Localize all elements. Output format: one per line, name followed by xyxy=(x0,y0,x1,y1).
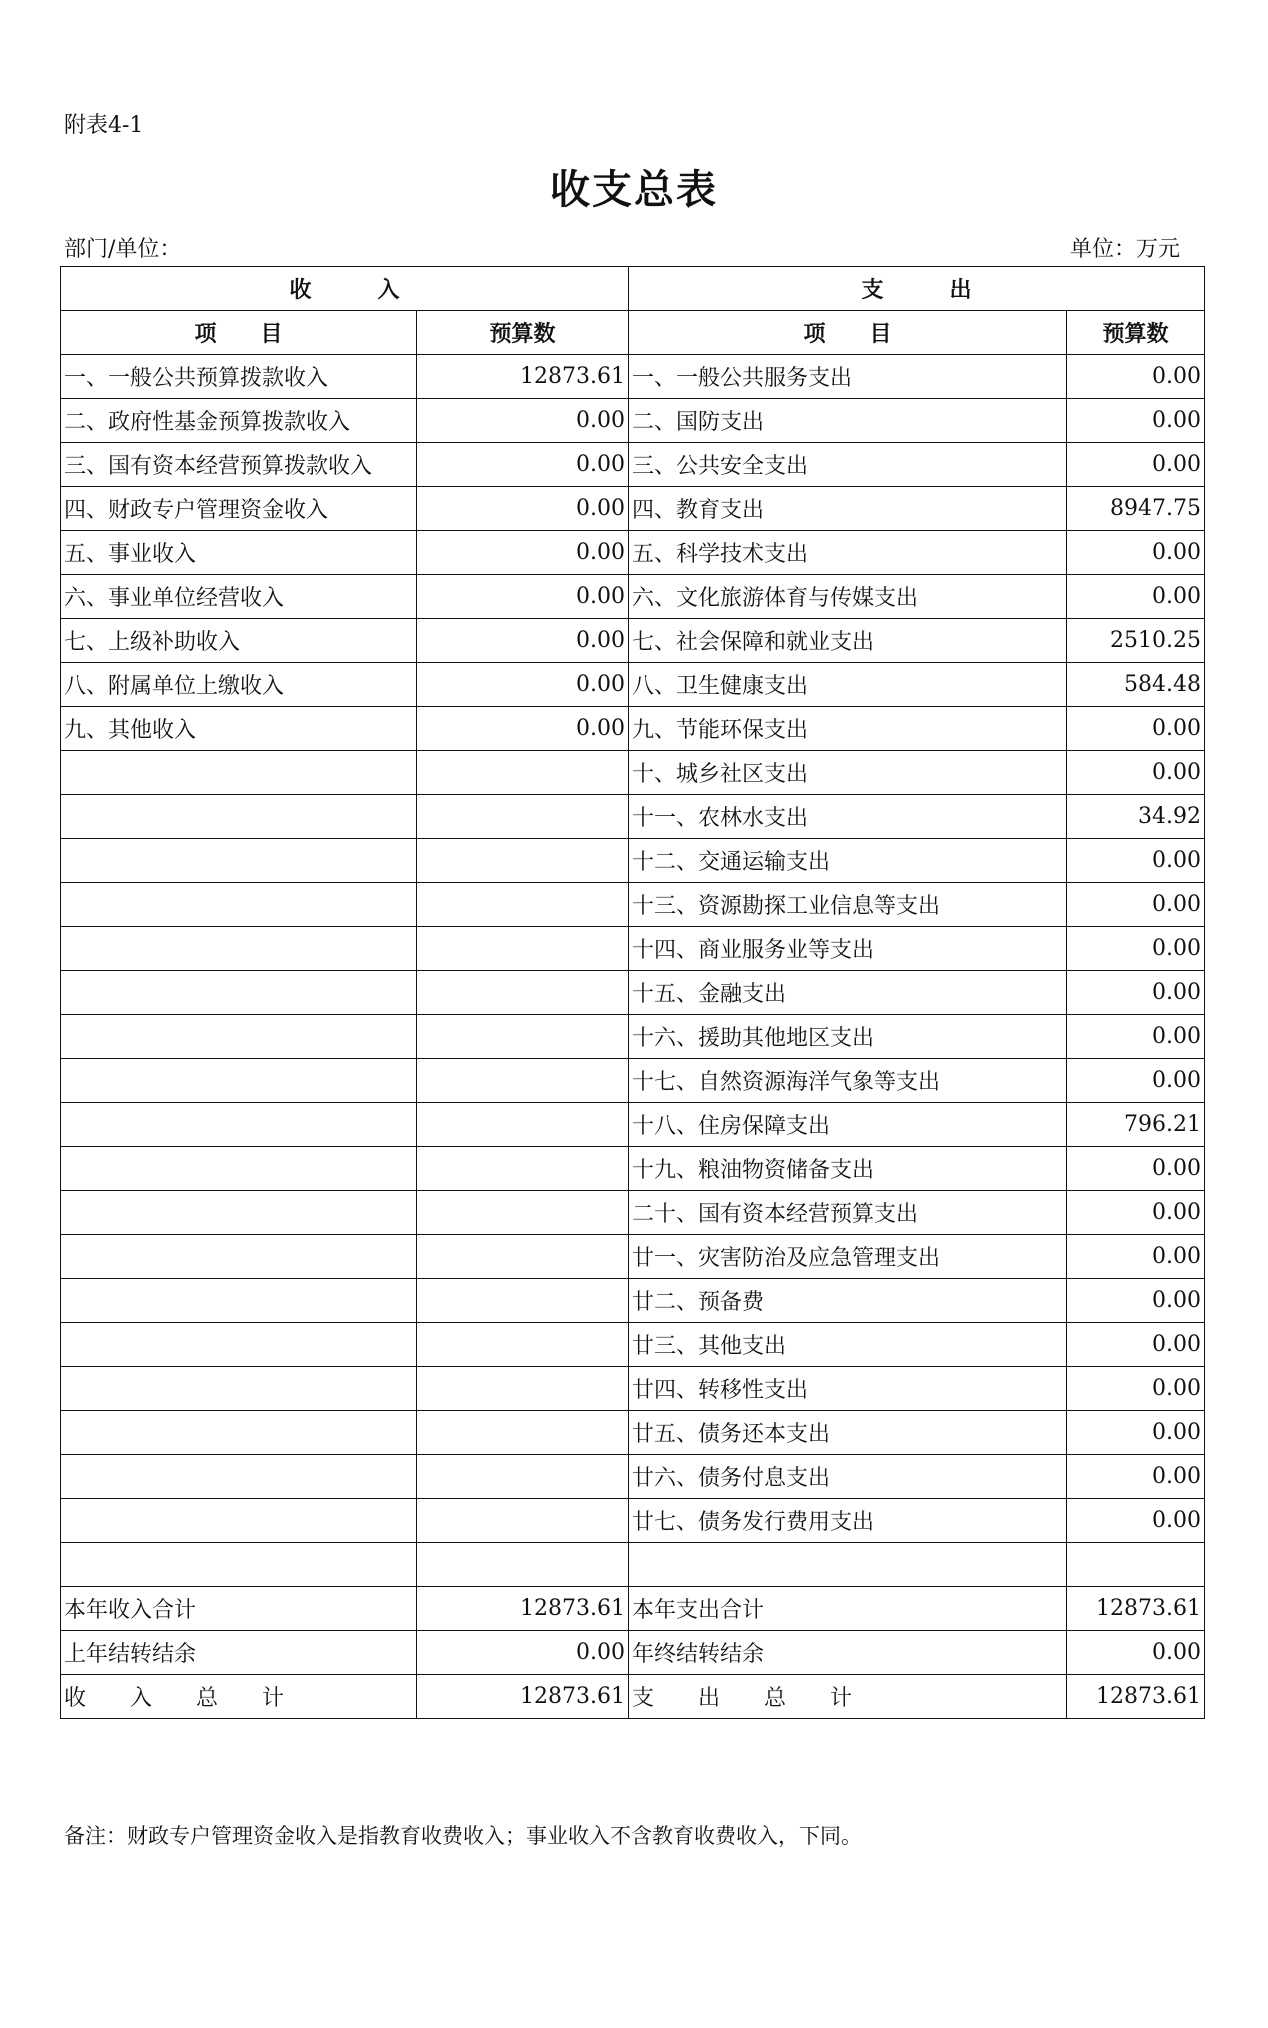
expense-value-cell: 12873.61 xyxy=(1067,1587,1205,1631)
table-row xyxy=(61,1411,1205,1455)
income-item-cell xyxy=(61,1323,417,1367)
income-item-cell: 收 入 总 计 xyxy=(61,1675,417,1719)
expense-item-cell: 十、城乡社区支出 xyxy=(629,751,1067,795)
income-item-cell: 本年收入合计 xyxy=(61,1587,417,1631)
table-row xyxy=(61,971,1205,1015)
budget-summary-table xyxy=(60,266,1205,1719)
expense-item-cell: 廿一、灾害防治及应急管理支出 xyxy=(629,1235,1067,1279)
expense-item-cell: 年终结转结余 xyxy=(629,1631,1067,1675)
table-row xyxy=(61,355,1205,399)
expense-item-cell: 一、一般公共服务支出 xyxy=(629,355,1067,399)
table-row xyxy=(61,575,1205,619)
dept-label: 部门/单位： xyxy=(64,237,182,262)
expense-value-cell: 0.00 xyxy=(1067,1323,1205,1367)
page-title: 收支总表 xyxy=(550,167,718,213)
expense-value-cell: 12873.61 xyxy=(1067,1675,1205,1719)
table-row xyxy=(61,751,1205,795)
expense-value-cell: 0.00 xyxy=(1067,1411,1205,1455)
expense-item-cell: 支 出 总 计 xyxy=(629,1675,1067,1719)
expense-item-cell: 四、教育支出 xyxy=(629,487,1067,531)
income-item-cell: 二、政府性基金预算拨款收入 xyxy=(61,399,417,443)
expense-item-cell: 六、文化旅游体育与传媒支出 xyxy=(629,575,1067,619)
income-item-cell: 五、事业收入 xyxy=(61,531,417,575)
expense-item-cell: 十五、金融支出 xyxy=(629,971,1067,1015)
expense-item-cell: 廿二、预备费 xyxy=(629,1279,1067,1323)
expense-item-cell: 十六、援助其他地区支出 xyxy=(629,1015,1067,1059)
expense-value-cell: 0.00 xyxy=(1067,839,1205,883)
expense-item-cell xyxy=(629,1543,1067,1587)
expense-value-cell: 0.00 xyxy=(1067,1367,1205,1411)
income-value-cell xyxy=(417,751,629,795)
expense-value-cell: 0.00 xyxy=(1067,927,1205,971)
expense-value-cell: 0.00 xyxy=(1067,1455,1205,1499)
income-item-cell: 六、事业单位经营收入 xyxy=(61,575,417,619)
table-row xyxy=(61,1499,1205,1543)
expense-item-cell: 十三、资源勘探工业信息等支出 xyxy=(629,883,1067,927)
expense-value-cell: 0.00 xyxy=(1067,707,1205,751)
expense-value-cell: 796.21 xyxy=(1067,1103,1205,1147)
income-value-cell xyxy=(417,1191,629,1235)
table-row xyxy=(61,1631,1205,1675)
expense-value-cell: 34.92 xyxy=(1067,795,1205,839)
table-row xyxy=(61,1323,1205,1367)
table-row xyxy=(61,1103,1205,1147)
expense-value-cell: 0.00 xyxy=(1067,1059,1205,1103)
income-value-cell: 0.00 xyxy=(417,619,629,663)
income-item-cell: 四、财政专户管理资金收入 xyxy=(61,487,417,531)
expense-value-cell: 0.00 xyxy=(1067,531,1205,575)
expense-value-cell: 0.00 xyxy=(1067,575,1205,619)
expense-value-cell: 0.00 xyxy=(1067,399,1205,443)
income-value-cell xyxy=(417,1411,629,1455)
income-item-cell xyxy=(61,1499,417,1543)
table-row xyxy=(61,1191,1205,1235)
footnote: 备注：财政专户管理资金收入是指教育收费收入；事业收入不含教育收费收入，下同。 xyxy=(64,1824,862,1848)
income-item-cell: 上年结转结余 xyxy=(61,1631,417,1675)
table-row xyxy=(61,1235,1205,1279)
table-row xyxy=(61,1059,1205,1103)
income-value-cell: 0.00 xyxy=(417,575,629,619)
income-item-cell xyxy=(61,795,417,839)
table-row xyxy=(61,1455,1205,1499)
income-value-cell xyxy=(417,795,629,839)
expense-value-cell: 0.00 xyxy=(1067,1279,1205,1323)
expense-item-cell: 五、科学技术支出 xyxy=(629,531,1067,575)
expense-value-cell: 0.00 xyxy=(1067,1015,1205,1059)
expense-item-cell: 廿五、债务还本支出 xyxy=(629,1411,1067,1455)
income-value-cell xyxy=(417,927,629,971)
table-row xyxy=(61,619,1205,663)
expense-value-cell: 0.00 xyxy=(1067,883,1205,927)
expense-item-cell: 十四、商业服务业等支出 xyxy=(629,927,1067,971)
expense-item-cell: 廿三、其他支出 xyxy=(629,1323,1067,1367)
income-value-cell xyxy=(417,1543,629,1587)
expense-item-cell: 十八、住房保障支出 xyxy=(629,1103,1067,1147)
income-value-cell: 12873.61 xyxy=(417,1675,629,1719)
table-row xyxy=(61,1279,1205,1323)
table-row xyxy=(61,487,1205,531)
income-item-cell: 九、其他收入 xyxy=(61,707,417,751)
expense-value-cell: 8947.75 xyxy=(1067,487,1205,531)
income-value-cell xyxy=(417,1015,629,1059)
expense-value-cell: 0.00 xyxy=(1067,1191,1205,1235)
table-row xyxy=(61,707,1205,751)
income-item-cell xyxy=(61,839,417,883)
table-row xyxy=(61,1367,1205,1411)
table-row xyxy=(61,399,1205,443)
income-value-cell xyxy=(417,1235,629,1279)
income-item-cell xyxy=(61,927,417,971)
income-item-cell xyxy=(61,1367,417,1411)
expense-value-cell: 0.00 xyxy=(1067,355,1205,399)
income-value-cell: 0.00 xyxy=(417,399,629,443)
expense-value-cell: 0.00 xyxy=(1067,751,1205,795)
income-header: 收 入 xyxy=(61,267,629,311)
expense-item-cell: 十九、粮油物资储备支出 xyxy=(629,1147,1067,1191)
income-value-cell: 0.00 xyxy=(417,707,629,751)
expense-item-cell: 三、公共安全支出 xyxy=(629,443,1067,487)
table-row xyxy=(61,1147,1205,1191)
table-row xyxy=(61,1543,1205,1587)
expense-item-cell: 七、社会保障和就业支出 xyxy=(629,619,1067,663)
income-item-cell xyxy=(61,883,417,927)
expense-item-cell: 九、节能环保支出 xyxy=(629,707,1067,751)
expense-item-cell: 十二、交通运输支出 xyxy=(629,839,1067,883)
income-item-cell xyxy=(61,1147,417,1191)
income-item-cell xyxy=(61,1059,417,1103)
expense-value-cell: 0.00 xyxy=(1067,1499,1205,1543)
income-value-cell: 0.00 xyxy=(417,487,629,531)
income-value-cell xyxy=(417,1059,629,1103)
table-row xyxy=(61,1015,1205,1059)
expense-value-cell: 0.00 xyxy=(1067,443,1205,487)
income-item-cell xyxy=(61,1103,417,1147)
expense-budget-column-header: 预算数 xyxy=(1067,311,1205,355)
income-item-column-header: 项 目 xyxy=(61,311,417,355)
income-budget-column-header: 预算数 xyxy=(417,311,629,355)
income-value-cell xyxy=(417,883,629,927)
income-value-cell: 12873.61 xyxy=(417,355,629,399)
income-value-cell xyxy=(417,1499,629,1543)
income-item-cell xyxy=(61,971,417,1015)
expense-item-cell: 本年支出合计 xyxy=(629,1587,1067,1631)
table-row xyxy=(61,839,1205,883)
income-item-cell: 一、一般公共预算拨款收入 xyxy=(61,355,417,399)
income-value-cell xyxy=(417,1455,629,1499)
table-row xyxy=(61,1675,1205,1719)
income-item-cell xyxy=(61,1235,417,1279)
income-item-cell xyxy=(61,1015,417,1059)
income-item-cell xyxy=(61,1191,417,1235)
expense-item-cell: 廿六、债务付息支出 xyxy=(629,1455,1067,1499)
income-item-cell xyxy=(61,1411,417,1455)
expense-item-cell: 廿七、债务发行费用支出 xyxy=(629,1499,1067,1543)
expense-item-cell: 二十、国有资本经营预算支出 xyxy=(629,1191,1067,1235)
expense-item-cell: 十一、农林水支出 xyxy=(629,795,1067,839)
column-header-row xyxy=(61,311,1205,355)
income-item-cell: 八、附属单位上缴收入 xyxy=(61,663,417,707)
expense-value-cell xyxy=(1067,1543,1205,1587)
income-item-cell xyxy=(61,1279,417,1323)
expense-item-cell: 八、卫生健康支出 xyxy=(629,663,1067,707)
income-value-cell: 12873.61 xyxy=(417,1587,629,1631)
table-row xyxy=(61,795,1205,839)
income-value-cell xyxy=(417,1147,629,1191)
expense-header: 支 出 xyxy=(629,267,1205,311)
income-value-cell xyxy=(417,1279,629,1323)
income-item-cell: 七、上级补助收入 xyxy=(61,619,417,663)
income-value-cell xyxy=(417,1103,629,1147)
table-row xyxy=(61,883,1205,927)
income-value-cell xyxy=(417,1367,629,1411)
table-row xyxy=(61,443,1205,487)
income-value-cell: 0.00 xyxy=(417,1631,629,1675)
expense-value-cell: 584.48 xyxy=(1067,663,1205,707)
annex-label: 附表4-1 xyxy=(64,113,144,138)
expense-value-cell: 2510.25 xyxy=(1067,619,1205,663)
income-value-cell: 0.00 xyxy=(417,443,629,487)
expense-item-cell: 二、国防支出 xyxy=(629,399,1067,443)
income-item-cell xyxy=(61,751,417,795)
income-value-cell xyxy=(417,971,629,1015)
unit-label: 单位：万元 xyxy=(1069,237,1180,262)
expense-value-cell: 0.00 xyxy=(1067,1631,1205,1675)
income-item-cell xyxy=(61,1455,417,1499)
expense-item-cell: 廿四、转移性支出 xyxy=(629,1367,1067,1411)
expense-item-column-header: 项 目 xyxy=(629,311,1067,355)
table-row xyxy=(61,531,1205,575)
income-value-cell xyxy=(417,839,629,883)
expense-value-cell: 0.00 xyxy=(1067,1147,1205,1191)
income-item-cell: 三、国有资本经营预算拨款收入 xyxy=(61,443,417,487)
income-item-cell xyxy=(61,1543,417,1587)
income-value-cell: 0.00 xyxy=(417,531,629,575)
table-row xyxy=(61,927,1205,971)
table-row xyxy=(61,1587,1205,1631)
income-value-cell: 0.00 xyxy=(417,663,629,707)
expense-value-cell: 0.00 xyxy=(1067,1235,1205,1279)
income-value-cell xyxy=(417,1323,629,1367)
expense-item-cell: 十七、自然资源海洋气象等支出 xyxy=(629,1059,1067,1103)
expense-value-cell: 0.00 xyxy=(1067,971,1205,1015)
table-row xyxy=(61,663,1205,707)
section-header-row xyxy=(61,267,1205,311)
